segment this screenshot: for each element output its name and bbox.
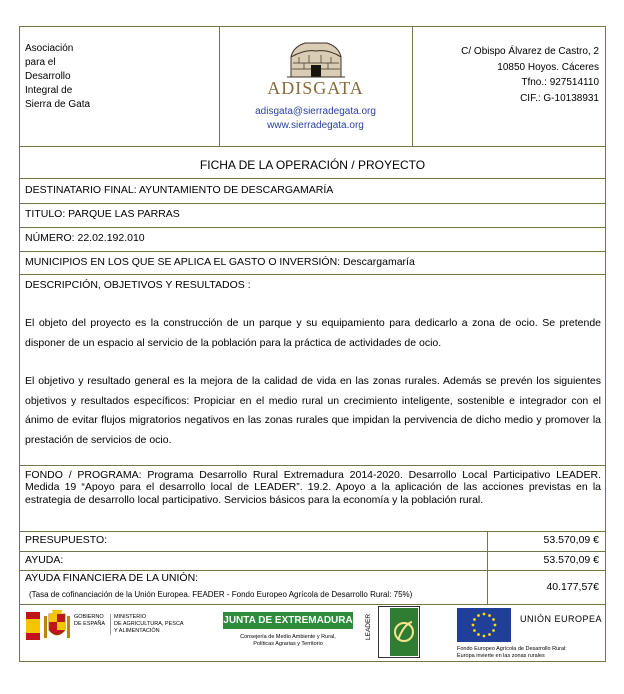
- row-divider: [20, 227, 605, 228]
- eu-star: [483, 613, 486, 616]
- eu-star: [473, 629, 476, 632]
- row-divider: [20, 551, 605, 552]
- email-link[interactable]: adisgata@sierradegata.org: [255, 106, 376, 117]
- eu-star: [494, 624, 497, 627]
- ayuda-value: 53.570,09 €: [543, 554, 599, 566]
- association-name: Asociación para el Desarrollo Integral de Sierra de Gata: [25, 43, 91, 110]
- fondo-programa: FONDO / PROGRAMA: Programa Desarrollo Rural Extremadura 2014-2020. Desarrollo Local Participativo LEADER. Medida 19 “Apoyo para el desarrollo local de LEADER”. 19.2. Apoyo a la aplicación de las acciones previstas en la estrategia de desarrollo local participativo. Servicios básicos para la economía y la población rural.: [25, 469, 601, 506]
- gobierno-text: GOBIERNO DE ESPAÑA: [74, 614, 106, 627]
- row-divider: [20, 178, 605, 179]
- row-divider: [20, 146, 605, 147]
- eu-name: UNIÓN EUROPEA: [520, 614, 603, 624]
- union-label: AYUDA FINANCIERA DE LA UNIÓN:: [25, 572, 199, 584]
- leader-text: LEADER: [365, 613, 372, 640]
- header-divider: [412, 27, 413, 146]
- amount-divider: [487, 531, 488, 604]
- eu-subtitle: Fondo Europeo Agrícola de Desarrollo Rural: Europa invierte en las zonas rurales: [457, 646, 567, 659]
- field-municipios: MUNICIPIOS EN LOS QUE SE APLICA EL GASTO O INVERSIÓN: Descargamaría: [25, 256, 415, 268]
- row-divider: [20, 274, 605, 275]
- eu-star: [488, 614, 491, 617]
- eu-star: [492, 629, 495, 632]
- eu-star: [483, 635, 486, 638]
- description-heading: DESCRIPCIÓN, OBJETIVOS Y RESULTADOS :: [25, 279, 251, 291]
- eu-star: [477, 633, 480, 636]
- eu-star: [477, 614, 480, 617]
- description-paragraph: El objetivo y resultado general es la mejora de la calidad de vida en las zonas rurales. Además se prevén los siguientes objetivos y resultados específicos: Propiciar en el medio rural un crecimiento inteligente, sostenible e integrador con el ánimo de evitar flujos migratorios negativos en las zonas rurales que impidan la pervivencia de dicho medio y promover la prestación de servicios de ocio.: [25, 375, 601, 446]
- presupuesto-value: 53.570,09 €: [543, 534, 599, 546]
- row-divider: [20, 251, 605, 252]
- row-divider: [20, 203, 605, 204]
- ayuda-label: AYUDA:: [25, 554, 64, 566]
- row-divider: [20, 465, 605, 466]
- address-block: C/ Obispo Álvarez de Castro, 2 10850 Hoyos. Cáceres Tfno.: 927514110 CIF.: G-10138931: [461, 46, 599, 104]
- presupuesto-label: PRESUPUESTO:: [25, 534, 108, 546]
- union-value: 40.177,57€: [546, 581, 599, 593]
- footer-logos: [20, 604, 605, 662]
- ministerio-text: MINISTERIO DE AGRICULTURA, PESCA Y ALIMENTACIÓN: [110, 614, 184, 635]
- junta-logo: JUNTA DE EXTREMADURA: [223, 612, 353, 629]
- operation-sheet: [19, 26, 606, 662]
- eu-flag-icon: [457, 608, 511, 642]
- spain-flag-icon: [26, 612, 40, 640]
- spain-coat-of-arms-icon: [44, 610, 70, 642]
- website-link[interactable]: www.sierradegata.org: [267, 120, 364, 131]
- field-destinatario: DESTINATARIO FINAL: AYUNTAMIENTO DE DESCARGAMARÍA: [25, 184, 334, 196]
- field-titulo: TITULO: PARQUE LAS PARRAS: [25, 208, 180, 220]
- leader-logo-icon: [378, 606, 420, 658]
- field-numero: NÚMERO: 22.02.192.010: [25, 232, 145, 244]
- adisgata-logo-icon: [285, 39, 347, 79]
- eu-star: [492, 618, 495, 621]
- union-note: (Tasa de cofinanciación de la Unión Europea. FEADER - Fondo Europeo Agrícola de Desarrollo Rural: 75%): [29, 590, 413, 599]
- description-paragraph: El objeto del proyecto es la construcción de un parque y su equipamiento para dedicarlo a zona de ocio. Se pretende disponer de un espacio al servicio de la población para la práctica de actividades de ocio.: [25, 317, 601, 349]
- sheet-title: FICHA DE LA OPERACIÓN / PROYECTO: [199, 158, 426, 172]
- eu-star: [488, 633, 491, 636]
- junta-subtitle: Consejería de Medio Ambiente y Rural, Políticas Agrarias y Territorio: [240, 634, 336, 647]
- row-divider: [20, 531, 605, 532]
- eu-star: [473, 618, 476, 621]
- row-divider: [20, 570, 605, 571]
- logo-name: ADISGATA: [267, 78, 364, 98]
- eu-star: [472, 624, 475, 627]
